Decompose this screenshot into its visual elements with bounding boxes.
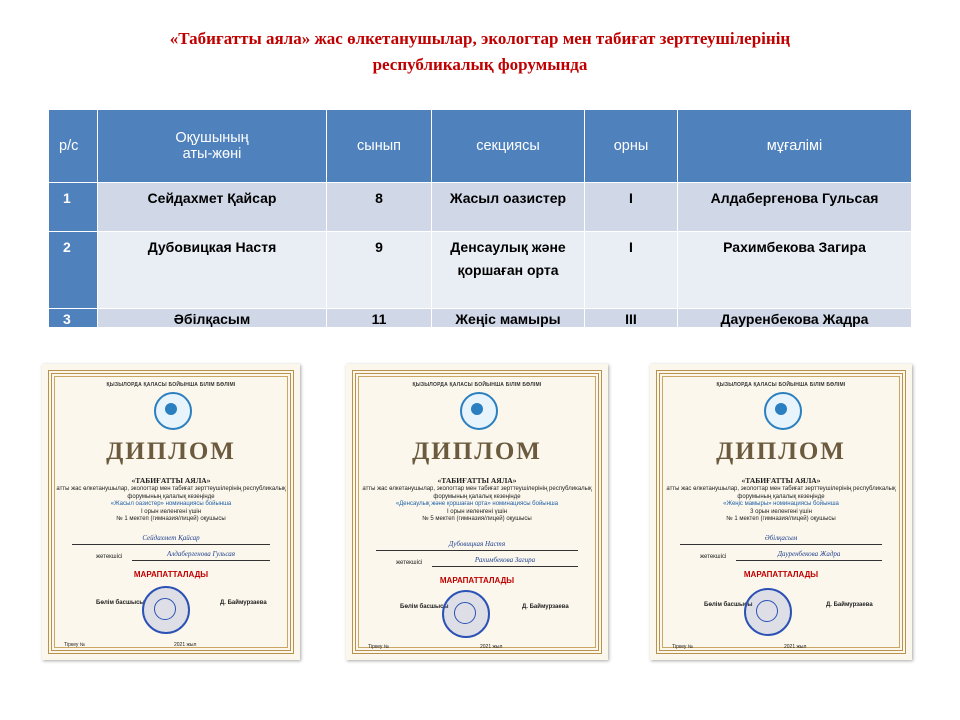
cell-section: Жасыл оазистер [432,183,585,232]
diploma-teacher: Дауренбекова Жадра [736,550,882,561]
cell-teacher: Рахимбекова Загира [678,232,912,309]
cell-grade: 9 [327,232,432,309]
cell-place: I [585,183,678,232]
diploma-teacher-label: жетекшісі [96,554,123,560]
stamp-icon [744,588,792,636]
table-header-row [49,110,911,183]
diploma-student: Дубовицкая Настя [376,540,578,551]
diploma-year: 2021 жыл [174,642,197,648]
cell-grade: 11 [327,309,432,328]
cell-teacher: Алдабергенова Гульсая [678,183,912,232]
diploma-award: МАРАПАТТАЛАДЫ [133,570,209,579]
diploma-body: атты жас өлкетанушылар, экологтар мен табиғат зерттеушілерінің республикалық форумының қалалық кезеңінде [666,486,896,500]
table-row [49,309,911,328]
table-row [49,232,911,309]
cell-grade: 8 [327,183,432,232]
emblem-icon [764,392,802,430]
diploma-1 [42,364,300,660]
diploma-header: ҚЫЗЫЛОРДА ҚАЛАСЫ БОЙЫНША БІЛІМ БӨЛІМІ [412,382,542,388]
diploma-head-label: Бөлім басшысы [400,604,449,610]
page-title-line1: «Табиғатты аяла» жас өлкетанушылар, экологтар мен табиғат зерттеушілерінің [169,29,791,48]
diploma-reg: Тіркеу № [672,644,694,650]
emblem-icon [460,392,498,430]
diploma-award: МАРАПАТТАЛАДЫ [743,570,819,579]
diploma-school: № 1 мектеп (гимназия/лицей) оқушысы [116,516,226,522]
diploma-title: ДИПЛОМ [412,438,542,465]
diploma-year: 2021 жыл [784,644,807,650]
diploma-header: ҚЫЗЫЛОРДА ҚАЛАСЫ БОЙЫНША БІЛІМ БӨЛІМІ [716,382,846,388]
diploma-header: ҚЫЗЫЛОРДА ҚАЛАСЫ БОЙЫНША БІЛІМ БӨЛІМІ [106,382,236,388]
cell-teacher: Дауренбекова Жадра [678,309,912,328]
cell-name: Әбілқасым [98,309,327,328]
emblem-icon [154,392,192,430]
diploma-body: атты жас өлкетанушылар, экологтар мен табиғат зерттеушілерінің республикалық форумының қалалық кезеңінде [56,486,286,500]
cell-num: 1 [49,183,98,232]
diploma-text [664,486,898,524]
diploma-teacher-label: жетекшісі [396,560,423,566]
col-header-name: Оқушының аты-жөні [98,110,327,183]
diploma-teacher-label: жетекшісі [700,554,727,560]
diploma-head-label: Бөлім басшысы [704,602,753,608]
page-title [0,26,960,78]
diploma-head-name: Д. Баймурзаева [220,600,267,606]
cell-section: Денсаулық және қоршаған орта [432,232,585,309]
diploma-body: атты жас өлкетанушылар, экологтар мен табиғат зерттеушілерінің республикалық форумының қалалық кезеңінде [362,486,592,500]
diploma-2 [346,364,608,660]
diploma-teacher: Алдабергенова Гульсая [132,550,270,561]
col-header-num: р/с [49,110,98,183]
diploma-head-label: Бөлім басшысы [96,600,145,606]
diploma-year: 2021 жыл [480,644,503,650]
diploma-nomination: «Денсаулық және қоршаған орта» номинациясы бойынша [395,501,559,507]
diploma-head-name: Д. Баймурзаева [826,602,873,608]
diploma-school: № 1 мектеп (гимназия/лицей) оқушысы [726,516,836,522]
cell-place: I [585,232,678,309]
diploma-student: Сейдахмет Қайсар [72,534,270,545]
results-table [49,110,911,327]
col-header-teacher: мұғалімі [678,110,912,183]
diploma-subtitle: «ТАБИҒАТТЫ АЯЛА» [741,476,821,485]
stamp-icon [142,586,190,634]
diploma-subtitle: «ТАБИҒАТТЫ АЯЛА» [131,476,211,485]
diploma-nomination: «Жасыл оазистер» номинациясы бойынша [110,501,232,507]
diploma-place: 3 орын иеленгені үшін [750,508,812,515]
diploma-place: I орын иеленгені үшін [446,508,508,515]
cell-name: Сейдахмет Қайсар [98,183,327,232]
diploma-reg: Тіркеу № [368,644,390,650]
diploma-school: № 5 мектеп (гимназия/лицей) оқушысы [422,516,532,522]
cell-num: 2 [49,232,98,309]
diploma-text [360,486,594,524]
diploma-award: МАРАПАТТАЛАДЫ [439,576,515,585]
page-title-line2: республикалық форумында [372,55,588,74]
diploma-nomination: «Жеңіс мамыры» номинациясы бойынша [723,501,839,507]
diploma-reg: Тіркеу № [64,642,86,648]
cell-place: III [585,309,678,328]
diploma-title: ДИПЛОМ [106,438,236,465]
col-header-grade: сынып [327,110,432,183]
table-row [49,183,911,232]
diploma-subtitle: «ТАБИҒАТТЫ АЯЛА» [437,476,517,485]
stamp-icon [442,590,490,638]
cell-num: 3 [49,309,98,328]
diploma-text [56,486,286,524]
diploma-teacher: Рахимбекова Загира [432,556,578,567]
diploma-title: ДИПЛОМ [716,438,846,465]
diploma-3 [650,364,912,660]
diploma-head-name: Д. Баймурзаева [522,604,569,610]
diploma-student: Әбілқасым [680,534,882,545]
col-header-section: секциясы [432,110,585,183]
col-header-place: орны [585,110,678,183]
diploma-place: I орын иеленгені үшін [140,508,202,515]
cell-section: Жеңіс мамыры [432,309,585,328]
cell-name: Дубовицкая Настя [98,232,327,309]
